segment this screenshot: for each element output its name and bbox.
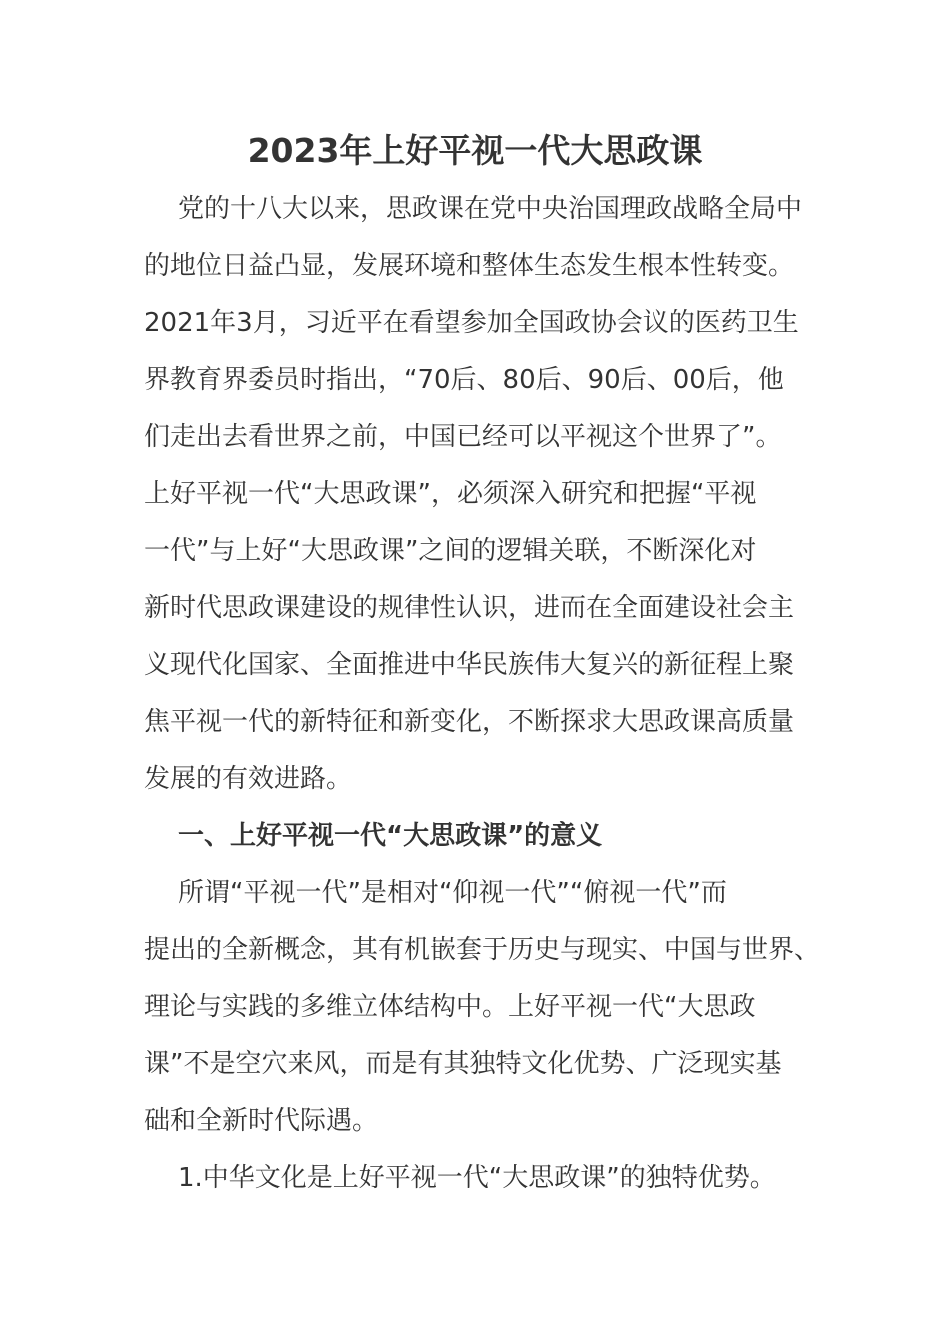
- paragraph-1-line-11: 发展的有效进路。: [144, 764, 353, 794]
- subheading-1: 1.中华文化是上好平视一代“大思政课”的独特优势。: [178, 1163, 776, 1193]
- paragraph-1-line-3: 2021年3月，习近平在看望参加全国政协会议的医药卫生: [144, 308, 799, 338]
- document-title: 2023年上好平视一代大思政课: [247, 131, 703, 170]
- paragraph-1-line-7: 一代”与上好“大思政课”之间的逻辑关联，不断深化对: [144, 536, 757, 566]
- paragraph-1-line-1: 党的十八大以来，思政课在党中央治国理政战略全局中: [178, 194, 803, 224]
- paragraph-1-line-8: 新时代思政课建设的规律性认识，进而在全面建设社会主: [144, 593, 795, 623]
- paragraph-1-line-9: 义现代化国家、全面推进中华民族伟大复兴的新征程上聚: [144, 650, 795, 680]
- paragraph-1-line-10: 焦平视一代的新特征和新变化，不断探求大思政课高质量: [144, 707, 795, 737]
- paragraph-2-line-2: 提出的全新概念，其有机嵌套于历史与现实、中国与世界、: [144, 935, 821, 965]
- paragraph-1-line-5: 们走出去看世界之前，中国已经可以平视这个世界了”。: [144, 422, 782, 452]
- paragraph-1-line-6: 上好平视一代“大思政课”，必须深入研究和把握“平视: [144, 479, 757, 509]
- paragraph-1-line-4: 界教育界委员时指出，“70后、80后、90后、00后，他: [144, 365, 784, 395]
- paragraph-2-line-1: 所谓“平视一代”是相对“仰视一代”“俯视一代”而: [178, 878, 727, 908]
- paragraph-1-line-2: 的地位日益凸显，发展环境和整体生态发生根本性转变。: [144, 251, 795, 281]
- paragraph-2-line-3: 理论与实践的多维立体结构中。上好平视一代“大思政: [144, 992, 756, 1022]
- section-heading-1: 一、上好平视一代“大思政课”的意义: [178, 821, 603, 851]
- paragraph-2-line-4: 课”不是空穴来风，而是有其独特文化优势、广泛现实基: [144, 1049, 782, 1079]
- paragraph-2-line-5: 础和全新时代际遇。: [144, 1106, 379, 1136]
